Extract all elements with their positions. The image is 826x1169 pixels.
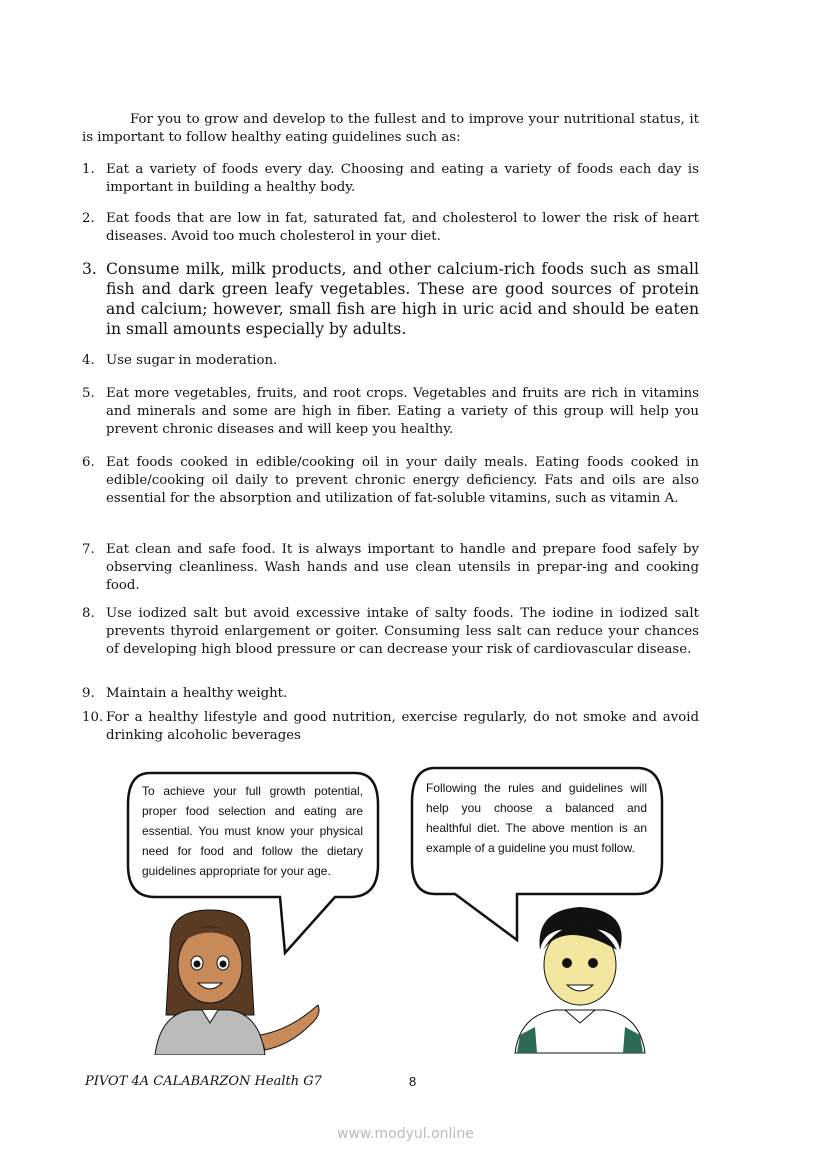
item-number: 4. [82,353,95,368]
guideline-item [82,709,699,745]
guideline-item [82,385,699,439]
guideline-item [82,210,699,246]
girl-speech-text: To achieve your full growth potential, proper food selection and eating are essential. You must know your physical need for food and follow the dietary guidelines appropriate for your age. [142,784,363,878]
item-number: 10. [82,710,104,725]
footer-title: PIVOT 4A CALABARZON Health G7 [85,1074,322,1089]
item-text: Use iodized salt but avoid excessive intake of salty foods. The iodine in iodized salt prevents thyroid enlargement or goiter. Consuming less salt can reduce your chances of developing high blood pressure or can decrease your risk of cardiovascular disease. [106,606,699,657]
item-number: 7. [82,542,95,557]
guideline-item [82,161,699,197]
boy-speech-text: Following the rules and guidelines will help you choose a balanced and healthful diet. The above mention is an example of a guideline you must follow. [426,781,647,855]
guideline-item [82,605,699,659]
boy-illustration [505,905,655,1055]
item-text: Maintain a healthy weight. [106,686,288,701]
intro-paragraph: For you to grow and develop to the fullest and to improve your nutritional status, it is important to follow healthy eating guidelines such as: [82,112,699,145]
item-text: Eat foods cooked in edible/cooking oil in your daily meals. Eating foods cooked in edible/cooking oil daily to prevent chronic energy deficiency. Fats and oils are also essential for the absorption and utilization of fat-soluble vitamins, such as vitamin A. [106,455,699,506]
item-number: 3. [82,260,97,278]
guideline-item [82,454,699,508]
item-text: Eat more vegetables, fruits, and root crops. Vegetables and fruits are rich in vitamins and minerals and some are high in fiber. Eating a variety of this group will help you prevent chronic diseases and will keep you healthy. [106,386,699,437]
guideline-item [82,541,699,595]
item-number: 6. [82,455,95,470]
item-text: Eat clean and safe food. It is always important to handle and prepare food safely by observing cleanliness. Wash hands and use clean utensils in prepar-ing and cooking food. [106,542,699,593]
item-text: Eat foods that are low in fat, saturated fat, and cholesterol to lower the risk of heart diseases. Avoid too much cholesterol in your diet. [106,211,699,244]
page-number: 8 [409,1074,417,1089]
guideline-item [82,259,699,339]
guideline-item [82,352,699,370]
watermark-link[interactable]: www.modyul.online [337,1126,474,1142]
guideline-item [82,685,699,703]
girl-illustration [140,905,325,1055]
item-text: Consume milk, milk products, and other calcium-rich foods such as small fish and dark green leafy vegetables. These are good sources of protein and calcium; however, small fish are high in uric acid and should be eaten in small amounts especially by adults. [106,260,699,338]
item-text: For a healthy lifestyle and good nutrition, exercise regularly, do not smoke and avoid drinking alcoholic beverages [106,710,699,743]
item-number: 9. [82,686,95,701]
item-number: 2. [82,211,95,226]
item-number: 1. [82,162,95,177]
item-number: 5. [82,386,95,401]
item-text: Use sugar in moderation. [106,353,278,368]
item-text: Eat a variety of foods every day. Choosing and eating a variety of foods each day is important in building a healthy body. [106,162,699,195]
item-number: 8. [82,606,95,621]
